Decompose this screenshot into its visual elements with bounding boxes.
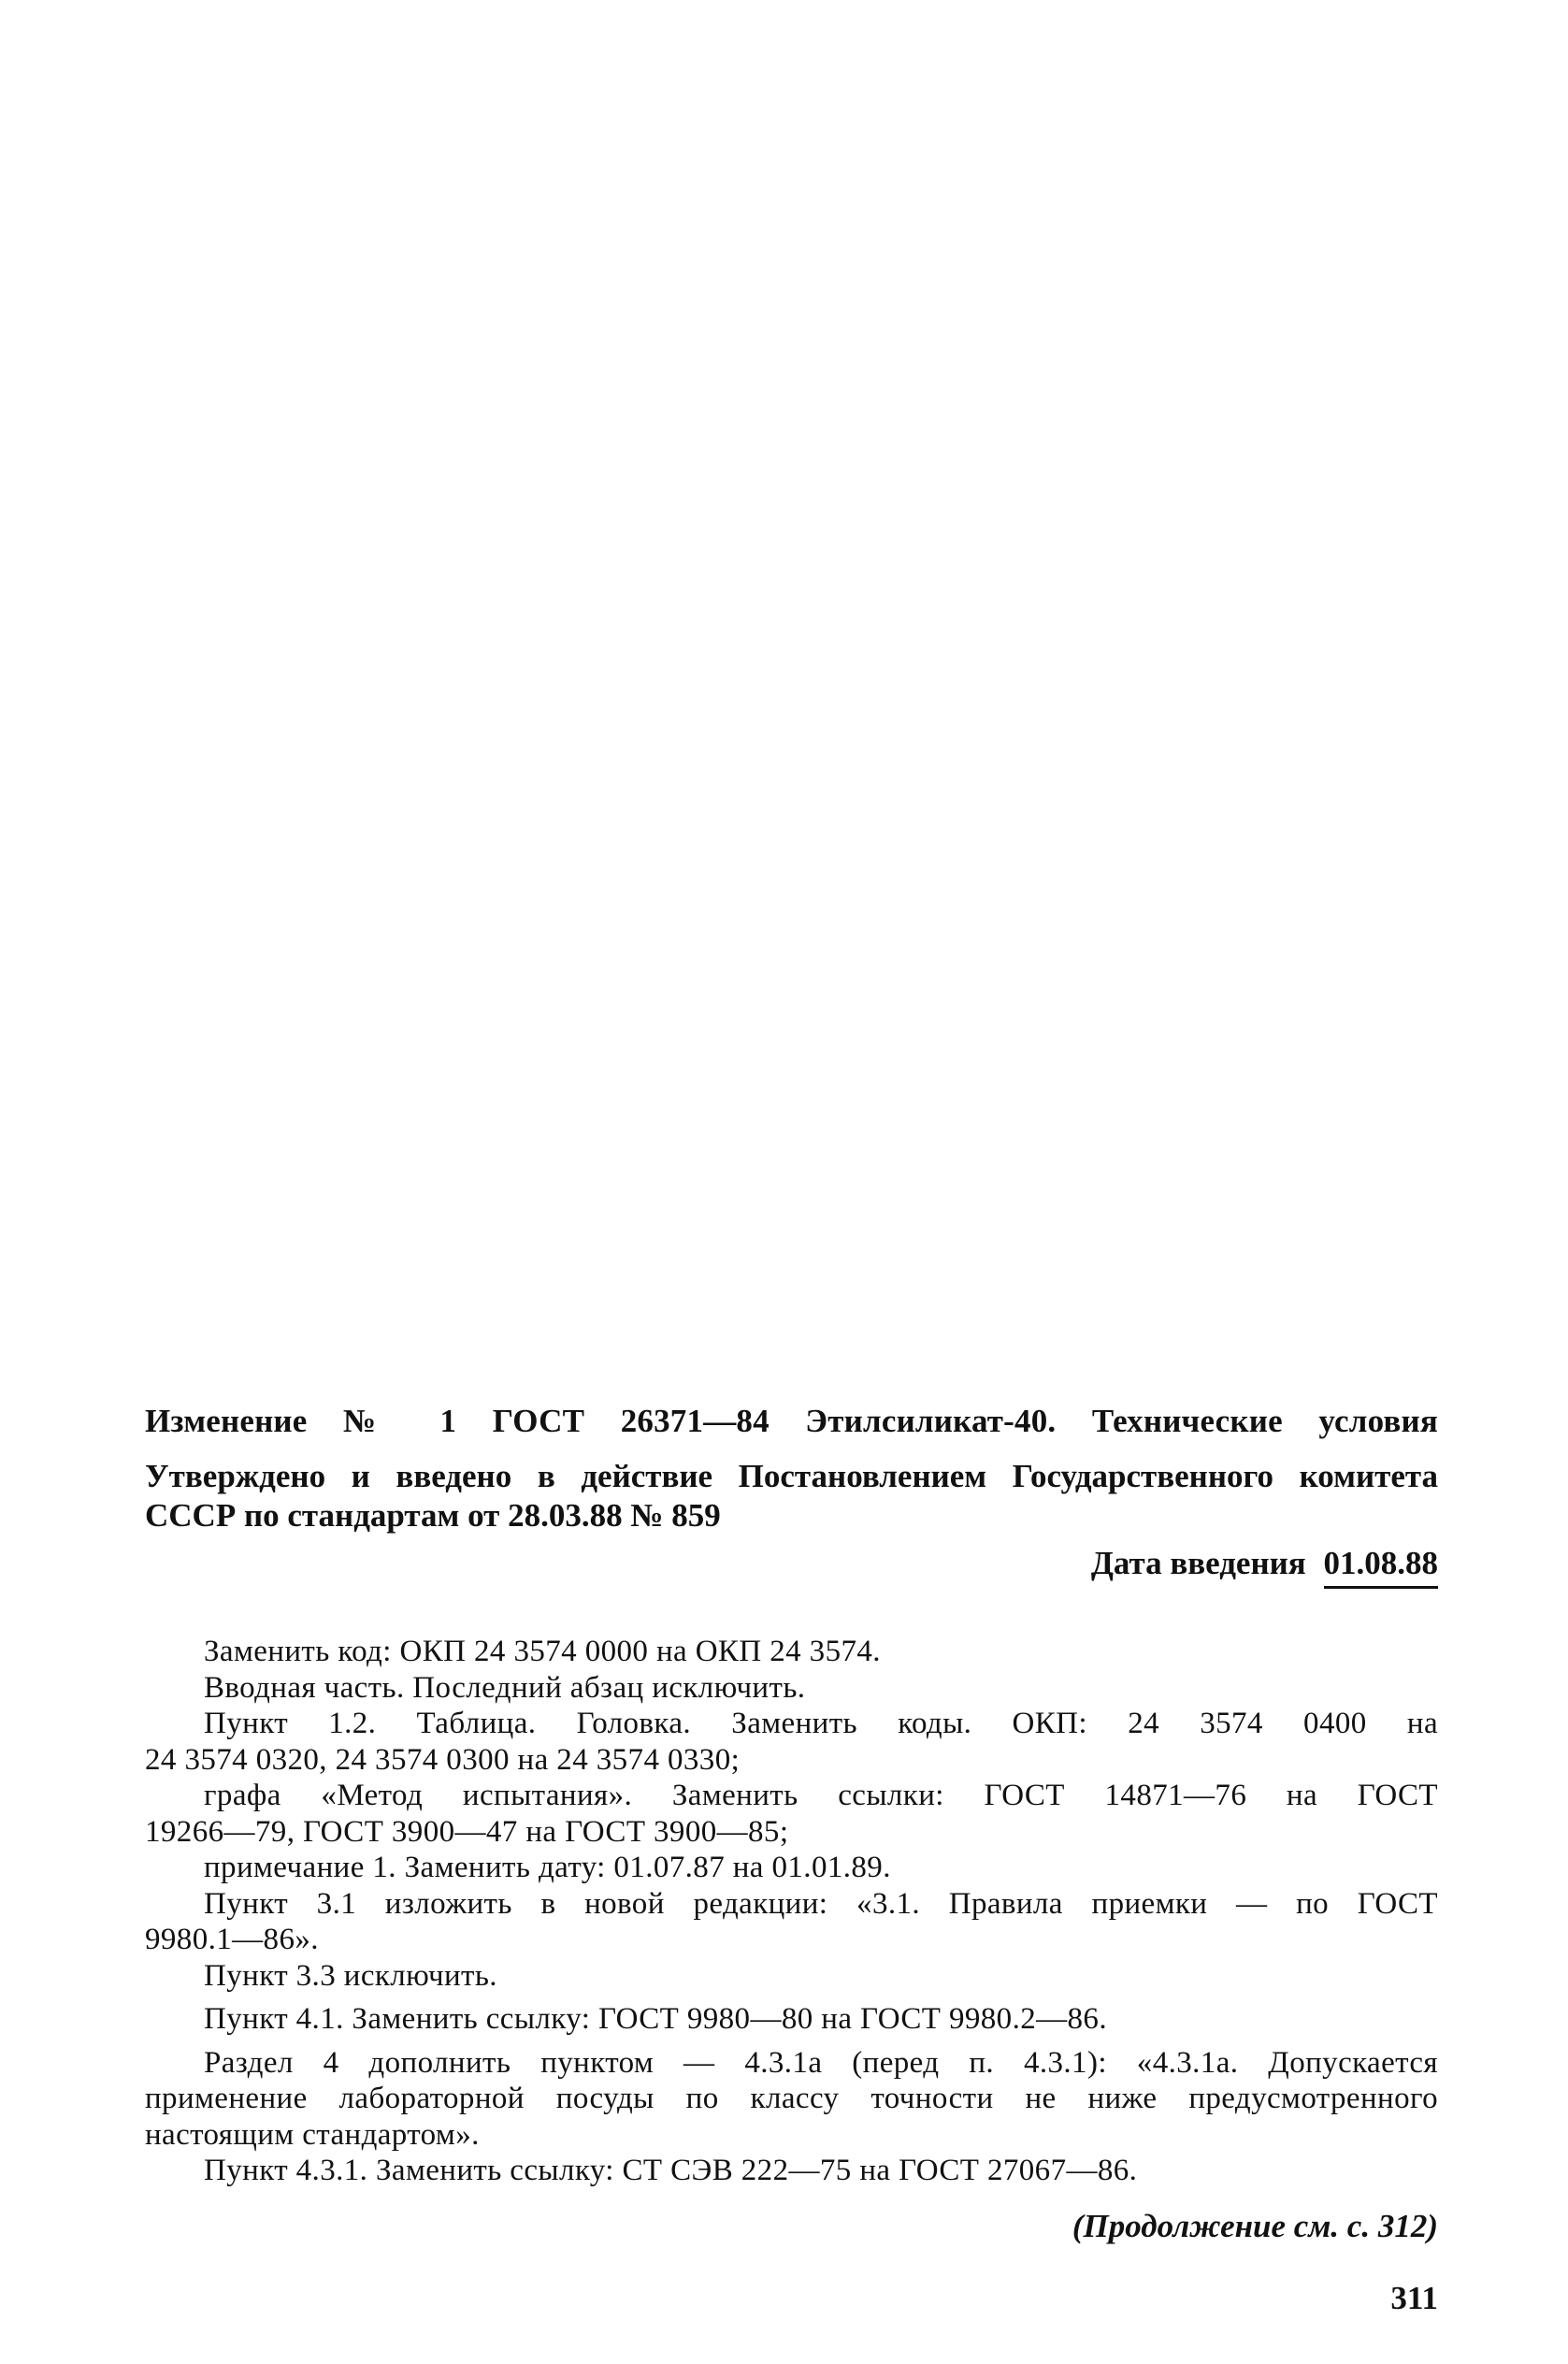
- amendment-paragraph-6: [145, 1886, 1438, 1958]
- amendment-paragraph-7: [145, 1958, 1438, 1995]
- amendment-line: 9980.1—86».: [145, 1923, 319, 1956]
- page-number: 311: [1390, 2280, 1438, 2316]
- amendment-paragraph-9: [145, 2045, 1438, 2154]
- amendment-line: Пункт 1.2. Таблица. Головка. Заменить коды. ОКП: 24 3574 0400 на: [204, 1707, 1438, 1740]
- amendment-paragraph-1: [145, 1634, 1438, 1670]
- approval-line-2: СССР по стандартам от 28.03.88 № 859: [145, 1497, 721, 1534]
- introduction-date-label: Дата введения: [1090, 1545, 1306, 1581]
- introduction-date: [145, 1543, 1438, 1589]
- amendment-paragraph-4: [145, 1778, 1438, 1850]
- amendment-line: применение лабораторной посуды по классу точности не ниже предусмотренного: [145, 2082, 1438, 2115]
- approval-line-1: Утверждено и введено в действие Постановлением Государственного комитета: [145, 1458, 1438, 1494]
- introduction-date-value: 01.08.88: [1324, 1543, 1439, 1589]
- amendment-paragraph-8: [145, 2001, 1438, 2038]
- amendment-line: настоящим стандартом».: [145, 2117, 480, 2152]
- amendment-line: Пункт 4.3.1. Заменить ссылку: СТ СЭВ 222—75 на ГОСТ 27067—86.: [204, 2154, 1138, 2187]
- amendment-line: Пункт 3.1 изложить в новой редакции: «3.1. Правила приемки — по ГОСТ: [204, 1886, 1438, 1921]
- amendment-line: графа «Метод испытания». Заменить ссылки: ГОСТ 14871—76 на ГОСТ: [204, 1779, 1438, 1812]
- amendment-line: Раздел 4 дополнить пунктом — 4.3.1а (перед п. 4.3.1): «4.3.1а. Допускается: [204, 2045, 1438, 2080]
- amendment-line: Заменить код: ОКП 24 3574 0000 на ОКП 24 3574.: [204, 1635, 881, 1668]
- amendment-paragraph-2: [145, 1670, 1438, 1707]
- amendment-paragraph-5: [145, 1850, 1438, 1886]
- amendment-line: Вводная часть. Последний абзац исключить.: [204, 1670, 806, 1705]
- amendment-line: примечание 1. Заменить дату: 01.07.87 на 01.01.89.: [204, 1851, 891, 1884]
- amendment-body: [145, 1634, 1438, 2189]
- amendment-line: Пункт 4.1. Заменить ссылку: ГОСТ 9980—80 на ГОСТ 9980.2—86.: [204, 2002, 1107, 2036]
- amendment-line: 24 3574 0320, 24 3574 0300 на 24 3574 0330;: [145, 1742, 741, 1777]
- amendment-line: Пункт 3.3 исключить.: [204, 1958, 497, 1993]
- amendment-paragraph-3: [145, 1706, 1438, 1778]
- document-content: [145, 1401, 1438, 2247]
- amendment-paragraph-10: [145, 2153, 1438, 2189]
- amendment-line: 19266—79, ГОСТ 3900—47 на ГОСТ 3900—85;: [145, 1814, 789, 1849]
- document-heading: Изменение № 1 ГОСТ 26371—84 Этилсиликат-40. Технические условия: [145, 1403, 1438, 1439]
- approval-statement: [145, 1457, 1438, 1535]
- continuation-note: (Продолжение см. с. 312): [1072, 2207, 1438, 2244]
